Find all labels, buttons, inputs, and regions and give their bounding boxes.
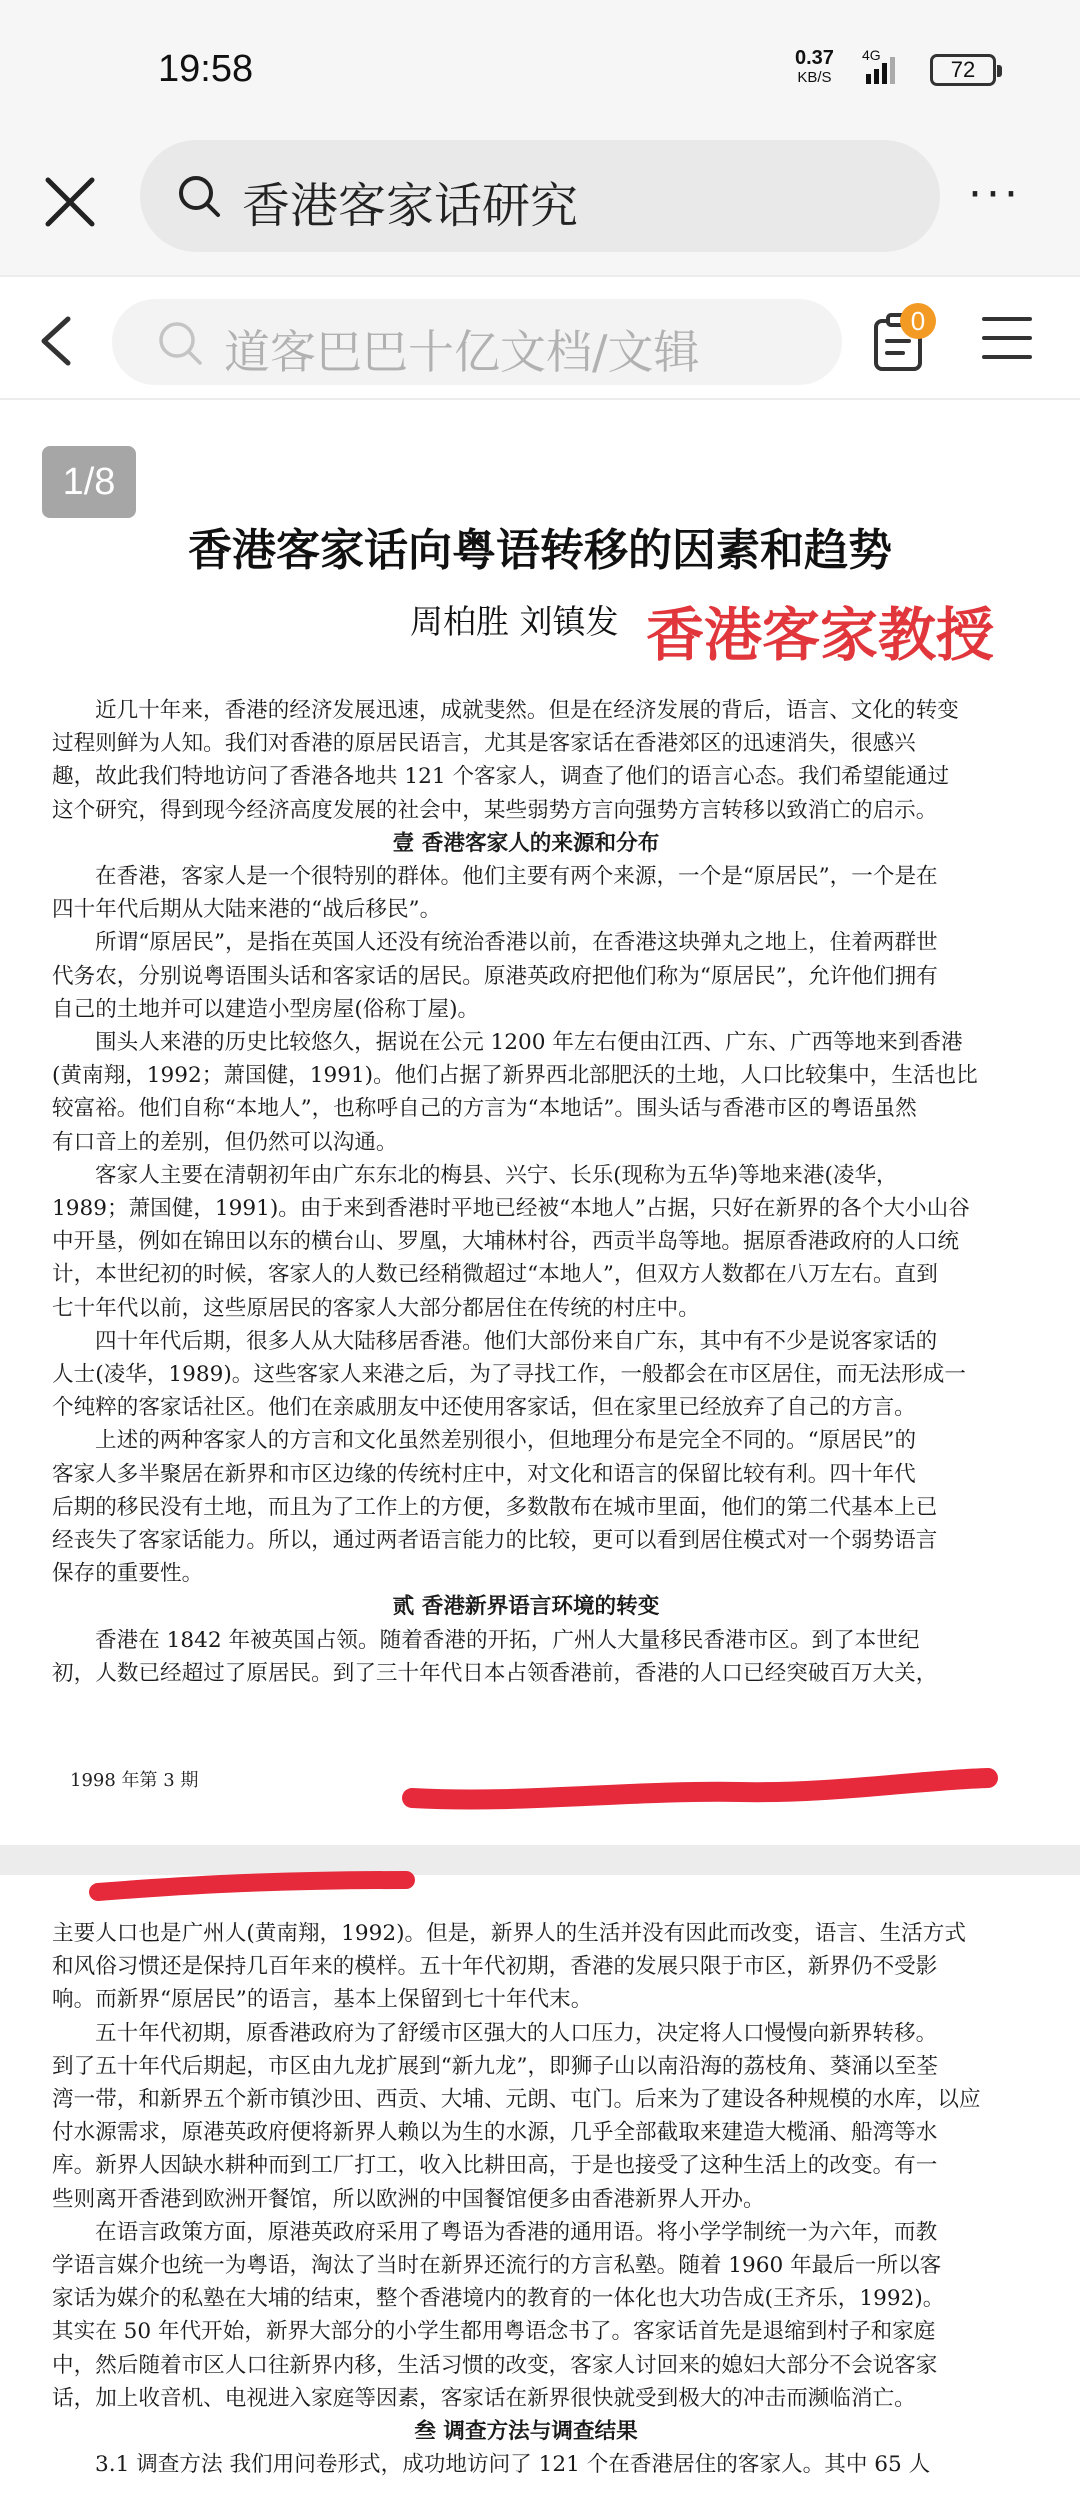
text-line: 个纯粹的客家话社区。他们在亲戚朋友中还使用客家话，但在家里已经放弃了自己的方言。	[52, 1395, 916, 1421]
net-speed-unit: KB/S	[797, 69, 832, 86]
text-line: 响。而新界“原居民”的语言，基本上保留到七十年代末。	[52, 1987, 593, 2013]
text-line: 过程则鲜为人知。我们对香港的原居民语言，尤其是客家话在香港郊区的迅速消失，很感兴	[52, 731, 916, 757]
battery-icon: 72	[930, 54, 996, 86]
net-speed-value: 0.37	[795, 47, 834, 69]
text-line: 3.1 调查方法 我们用问卷形式，成功地访问了 121 个在香港居住的客家人。其中 65 人	[95, 2452, 931, 2478]
doc-search-placeholder: 道客巴巴十亿文档/文辑	[224, 325, 700, 379]
text-line: 家话为媒介的私塾在大埔的结束，整个香港境内的教育的一体化也大功告成(王齐乐，1992)。	[52, 2286, 945, 2312]
text-line: 在语言政策方面，原港英政府采用了粤语为香港的通用语。将小学学制统一为六年，而教	[95, 2219, 938, 2245]
text-line: 付水源需求，原港英政府便将新界人赖以为生的水源，几乎全部截取来建造大榄涌、船湾等水	[52, 2120, 938, 2146]
text-line: 中，然后随着市区人口往新界内移，生活习惯的改变，客家人讨回来的媳妇大部分不会说客家	[52, 2352, 938, 2378]
section-heading: 壹 香港客家人的来源和分布	[392, 830, 660, 856]
text-line: 后期的移民没有土地，而且为了工作上的方便，多数散布在城市里面，他们的第二代基本上已	[52, 1494, 938, 1520]
page1-body	[52, 694, 1000, 1690]
document-title: 香港客家话向粤语转移的因素和趋势	[188, 525, 892, 576]
text-line: 经丧失了客家话能力。所以，通过两者语言能力的比较，更可以看到居住模式对一个弱势语言	[52, 1528, 938, 1554]
document-toolbar	[0, 275, 1080, 400]
text-line: 保存的重要性。	[52, 1561, 204, 1587]
text-line: (黄南翔，1992；萧国健，1991)。他们占据了新界西北部肥沃的土地，人口比较集中，生活也比	[52, 1063, 978, 1089]
doc-search-input[interactable]	[112, 299, 842, 385]
close-icon[interactable]	[40, 172, 100, 232]
text-line: 和风俗习惯还是保持几百年来的模样。五十年代初期，香港的发展只限于市区，新界仍不受影	[52, 1954, 938, 1980]
red-underline-marker	[400, 1760, 1000, 1820]
text-line: 其实在 50 年代开始，新界大部分的小学生都用粤语念书了。客家话首先是退缩到村子和家庭	[52, 2319, 936, 2345]
search-query: 香港客家话研究	[242, 178, 579, 234]
text-line: 围头人来港的历史比较悠久，据说在公元 1200 年左右便由江西、广东、广西等地来到香港	[95, 1030, 963, 1056]
text-line: 话，加上收音机、电视进入家庭等因素，客家话在新界很快就受到极大的冲击而濒临消亡。	[52, 2385, 916, 2411]
text-line: 近几十年来，香港的经济发展迅速，成就斐然。但是在经济发展的背后，语言、文化的转变	[95, 698, 959, 723]
back-arrow-icon[interactable]	[32, 313, 82, 369]
text-line: 较富裕。他们自称“本地人”，也称呼自己的方言为“本地话”。围头话与香港市区的粤语虽然	[52, 1096, 917, 1122]
net-speed	[795, 48, 834, 88]
document-authors: 周柏胜 刘镇发	[410, 602, 619, 641]
menu-bar	[982, 355, 1032, 359]
text-line: 库。新界人因缺水耕种而到工厂打工，收入比耕田高，于是也接受了这种生活上的改变。有一	[52, 2153, 938, 2179]
text-line: 代务农，分别说粤语围头话和客家话的居民。原港英政府把他们称为“原居民”，允许他们拥有	[52, 963, 938, 989]
text-line: 中开垦，例如在锦田以东的横台山、罗凰，大埔林村谷，西贡半岛等地。据原香港政府的人口统	[52, 1229, 959, 1255]
section-heading: 贰 香港新界语言环境的转变	[392, 1594, 660, 1620]
text-line: 学语言媒介也统一为粤语，淘汰了当时在新界还流行的方言私塾。随着 1960 年最后一所以客	[52, 2253, 942, 2279]
text-line: 客家人主要在清朝初年由广东东北的梅县、兴宁、长乐(现称为五华)等地来港(凌华，	[95, 1162, 898, 1188]
page-counter: 1/8	[42, 446, 136, 518]
section-heading: 叁 调查方法与调查结果	[414, 2419, 638, 2445]
text-line: 四十年代后期从大陆来港的“战后移民”。	[52, 897, 442, 923]
network-type: 4G	[862, 47, 881, 63]
text-line: 主要人口也是广州人(黄南翔，1992)。但是，新界人的生活并没有因此而改变，语言、生活方式	[52, 1921, 966, 1946]
handwritten-note: 香港客家教授	[646, 601, 995, 669]
status-time: 19:58	[158, 48, 254, 90]
text-line: 在香港，客家人是一个很特别的群体。他们主要有两个来源，一个是“原居民”，一个是在	[95, 864, 938, 890]
text-line: 有口音上的差别，但仍然可以沟通。	[52, 1129, 398, 1155]
search-header	[0, 140, 1080, 275]
text-line: 客家人多半聚居在新界和市区边缘的传统村庄中，对文化和语言的保留比较有利。四十年代	[52, 1461, 916, 1487]
text-line: 自己的土地并可以建造小型房屋(俗称丁屋)。	[52, 996, 480, 1022]
text-line: 计，本世纪初的时候，客家人的人数已经稍微超过“本地人”，但双方人数都在八万左右。直到	[52, 1262, 938, 1288]
page2-body	[52, 1917, 1000, 2481]
red-underline-marker	[84, 1868, 424, 1908]
text-line: 趣，故此我们特地访问了香港各地共 121 个客家人，调查了他们的语言心态。我们希望能通过	[52, 764, 950, 790]
menu-bar	[982, 336, 1032, 340]
search-icon	[176, 173, 222, 219]
text-line: 初，人数已经超过了原居民。到了三十年代日本占领香港前，香港的人口已经突破百万大关，	[52, 1660, 938, 1686]
menu-icon[interactable]	[982, 317, 1032, 363]
text-line: 五十年代初期，原香港政府为了舒缓市区强大的人口压力，决定将人口慢慢向新界转移。	[95, 2020, 938, 2046]
text-line: 1989；萧国健，1991)。由于来到香港时平地已经被“本地人”占据，只好在新界的各个大小山谷	[52, 1196, 970, 1222]
text-line: 到了五十年代后期起，市区由九龙扩展到“新九龙”，即狮子山以南沿海的荔枝角、葵涌以至荃	[52, 2053, 938, 2079]
text-line: 湾一带，和新界五个新市镇沙田、西贡、大埔、元朗、屯门。后来为了建设各种规模的水库，以应	[52, 2087, 981, 2113]
text-line: 香港在 1842 年被英国占领。随着香港的开拓，广州人大量移民香港市区。到了本世纪	[95, 1627, 920, 1653]
signal-icon	[862, 46, 910, 86]
text-line: 所谓“原居民”，是指在英国人还没有统治香港以前，在香港这块弹丸之地上，住着两群世	[95, 930, 938, 956]
text-line: 人士(凌华，1989)。这些客家人来港之后，为了寻找工作，一般都会在市区居住，而无法形成一	[52, 1362, 966, 1388]
search-field[interactable]	[140, 140, 940, 252]
menu-bar	[982, 317, 1032, 321]
notification-badge: 0	[900, 303, 936, 339]
text-line: 些则离开香港到欧洲开餐馆，所以欧洲的中国餐馆便多由香港新界人开办。	[52, 2186, 765, 2212]
more-options-button[interactable]: ···	[968, 169, 1022, 220]
text-line: 四十年代后期，很多人从大陆移居香港。他们大部份来自广东，其中有不少是说客家话的	[95, 1328, 938, 1354]
status-bar	[0, 0, 1080, 140]
text-line: 这个研究，得到现今经济高度发展的社会中，某些弱势方言向强势方言转移以致消亡的启示。	[52, 797, 938, 823]
text-line: 上述的两种客家人的方言和文化虽然差别很小，但地理分布是完全不同的。“原居民”的	[95, 1428, 917, 1454]
issue-footer: 1998 年第 3 期	[70, 1770, 199, 1791]
text-line: 七十年代以前，这些原居民的客家人大部分都居住在传统的村庄中。	[52, 1295, 700, 1321]
search-icon	[156, 319, 204, 367]
